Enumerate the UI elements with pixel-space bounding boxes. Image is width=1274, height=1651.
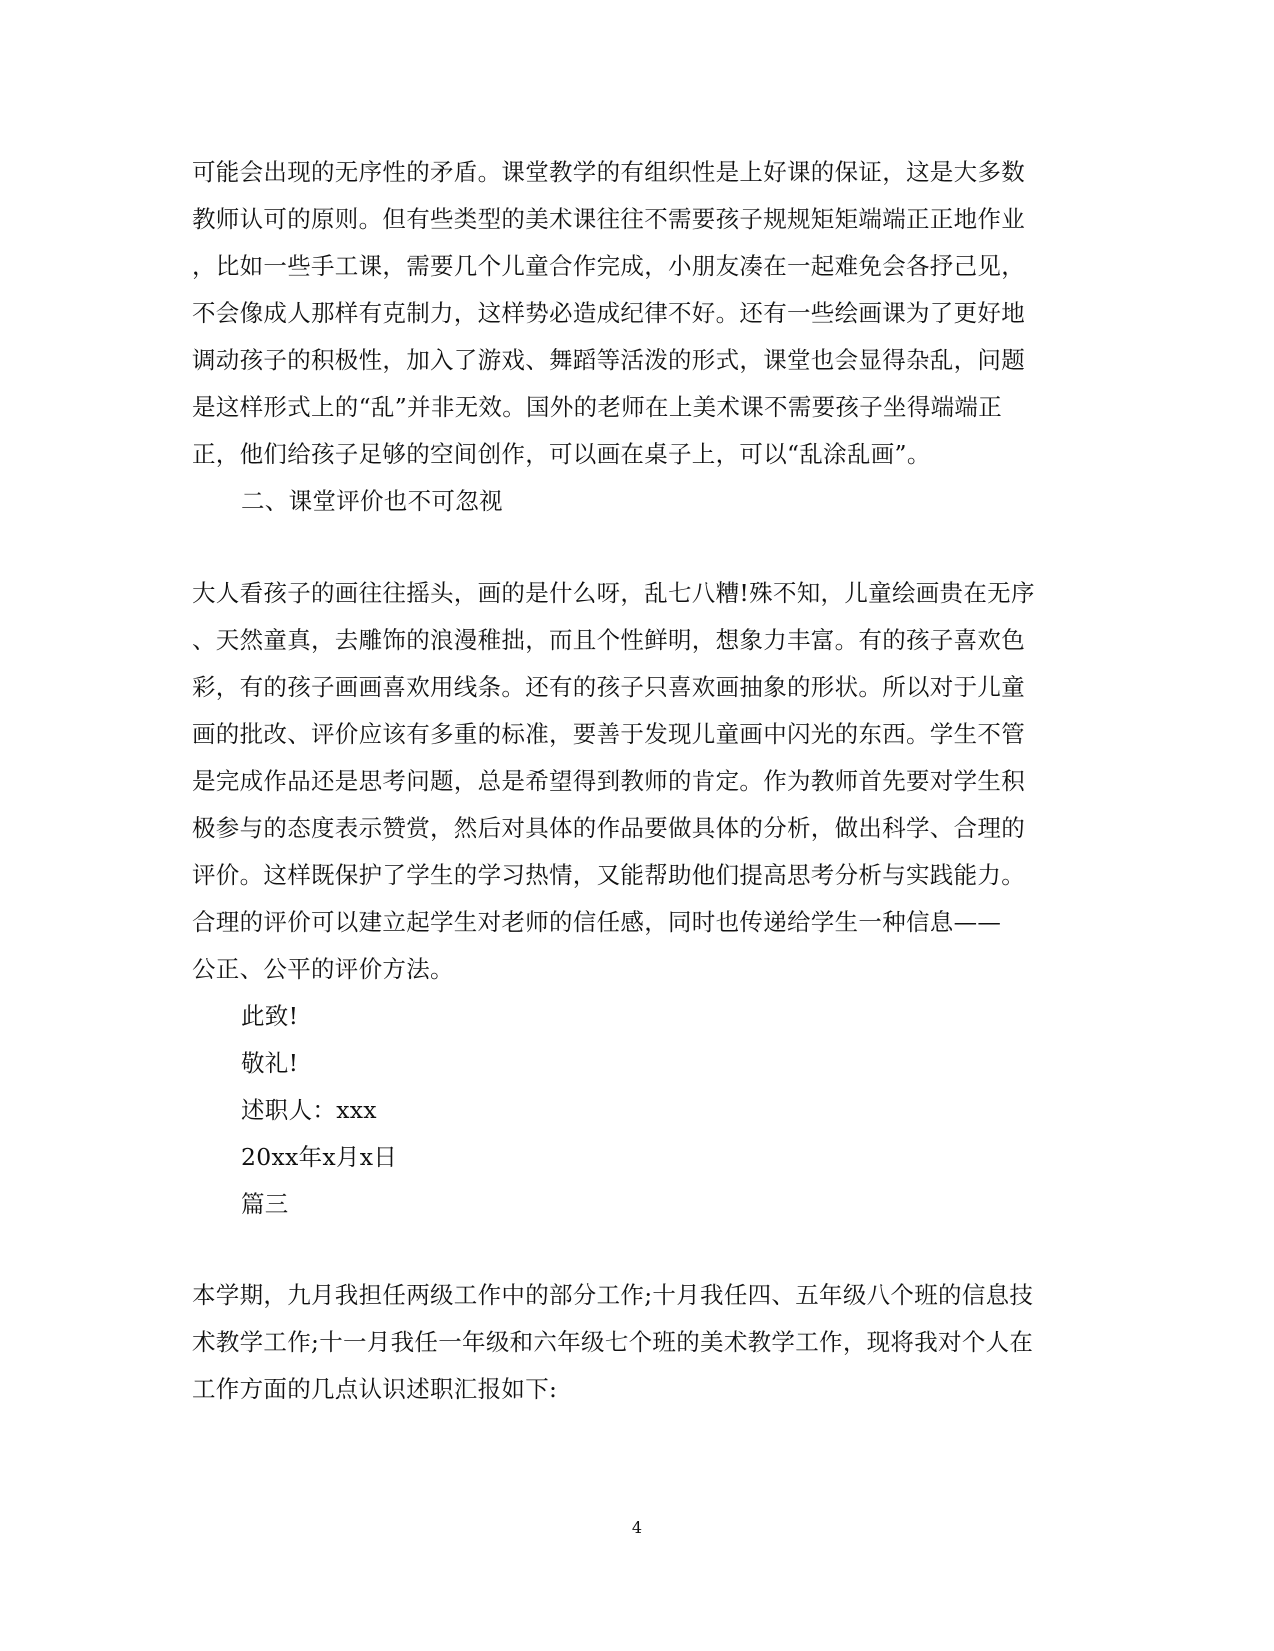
paragraph-line: 术教学工作;十一月我任一年级和六年级七个班的美术教学工作，现将我对个人在 bbox=[192, 1328, 1034, 1356]
paragraph-line: 合理的评价可以建立起学生对老师的信任感，同时也传递给学生一种信息—— bbox=[192, 908, 1002, 936]
paragraph-line: 是完成作品还是思考问题，总是希望得到教师的肯定。作为教师首先要对学生积 bbox=[192, 767, 1025, 795]
closing-regards: 敬礼! bbox=[241, 1049, 299, 1077]
paragraph-line: 大人看孩子的画往往摇头，画的是什么呀，乱七八糟!殊不知，儿童绘画贵在无序 bbox=[192, 579, 1035, 607]
section-title: 篇三 bbox=[241, 1190, 289, 1218]
closing-salutation: 此致! bbox=[241, 1002, 299, 1030]
paragraph-line: 本学期，九月我担任两级工作中的部分工作;十月我任四、五年级八个班的信息技 bbox=[192, 1281, 1034, 1309]
paragraph-line: 正，他们给孩子足够的空间创作，可以画在桌子上，可以“乱涂乱画”。 bbox=[192, 440, 931, 468]
paragraph-line: 彩，有的孩子画画喜欢用线条。还有的孩子只喜欢画抽象的形状。所以对于儿童 bbox=[192, 673, 1025, 701]
paragraph-line: 调动孩子的积极性，加入了游戏、舞蹈等活泼的形式，课堂也会显得杂乱，问题 bbox=[192, 346, 1025, 374]
paragraph-line: 公正、公平的评价方法。 bbox=[192, 955, 454, 983]
page-number: 4 bbox=[631, 1518, 643, 1537]
paragraph-line: 评价。这样既保护了学生的学习热情，又能帮助他们提高思考分析与实践能力。 bbox=[192, 861, 1025, 889]
paragraph-line: 、天然童真，去雕饰的浪漫稚拙，而且个性鲜明，想象力丰富。有的孩子喜欢色 bbox=[192, 626, 1025, 654]
date-line: 20xx年x月x日 bbox=[241, 1143, 398, 1171]
section-heading: 二、课堂评价也不可忽视 bbox=[241, 487, 503, 515]
reporter-line: 述职人：xxx bbox=[241, 1096, 377, 1124]
paragraph-line: 教师认可的原则。但有些类型的美术课往往不需要孩子规规矩矩端端正正地作业 bbox=[192, 205, 1025, 233]
paragraph-line: 工作方面的几点认识述职汇报如下: bbox=[192, 1375, 558, 1403]
paragraph-line: 极参与的态度表示赞赏，然后对具体的作品要做具体的分析，做出科学、合理的 bbox=[192, 814, 1025, 842]
paragraph-line: 可能会出现的无序性的矛盾。课堂教学的有组织性是上好课的保证，这是大多数 bbox=[192, 158, 1025, 186]
paragraph-line: ，比如一些手工课，需要几个儿童合作完成，小朋友凑在一起难免会各抒己见， bbox=[192, 252, 1025, 280]
paragraph-line: 不会像成人那样有克制力，这样势必造成纪律不好。还有一些绘画课为了更好地 bbox=[192, 299, 1025, 327]
paragraph-line: 画的批改、评价应该有多重的标准，要善于发现儿童画中闪光的东西。学生不管 bbox=[192, 720, 1025, 748]
paragraph-line: 是这样形式上的“乱”并非无效。国外的老师在上美术课不需要孩子坐得端端正 bbox=[192, 393, 1003, 421]
